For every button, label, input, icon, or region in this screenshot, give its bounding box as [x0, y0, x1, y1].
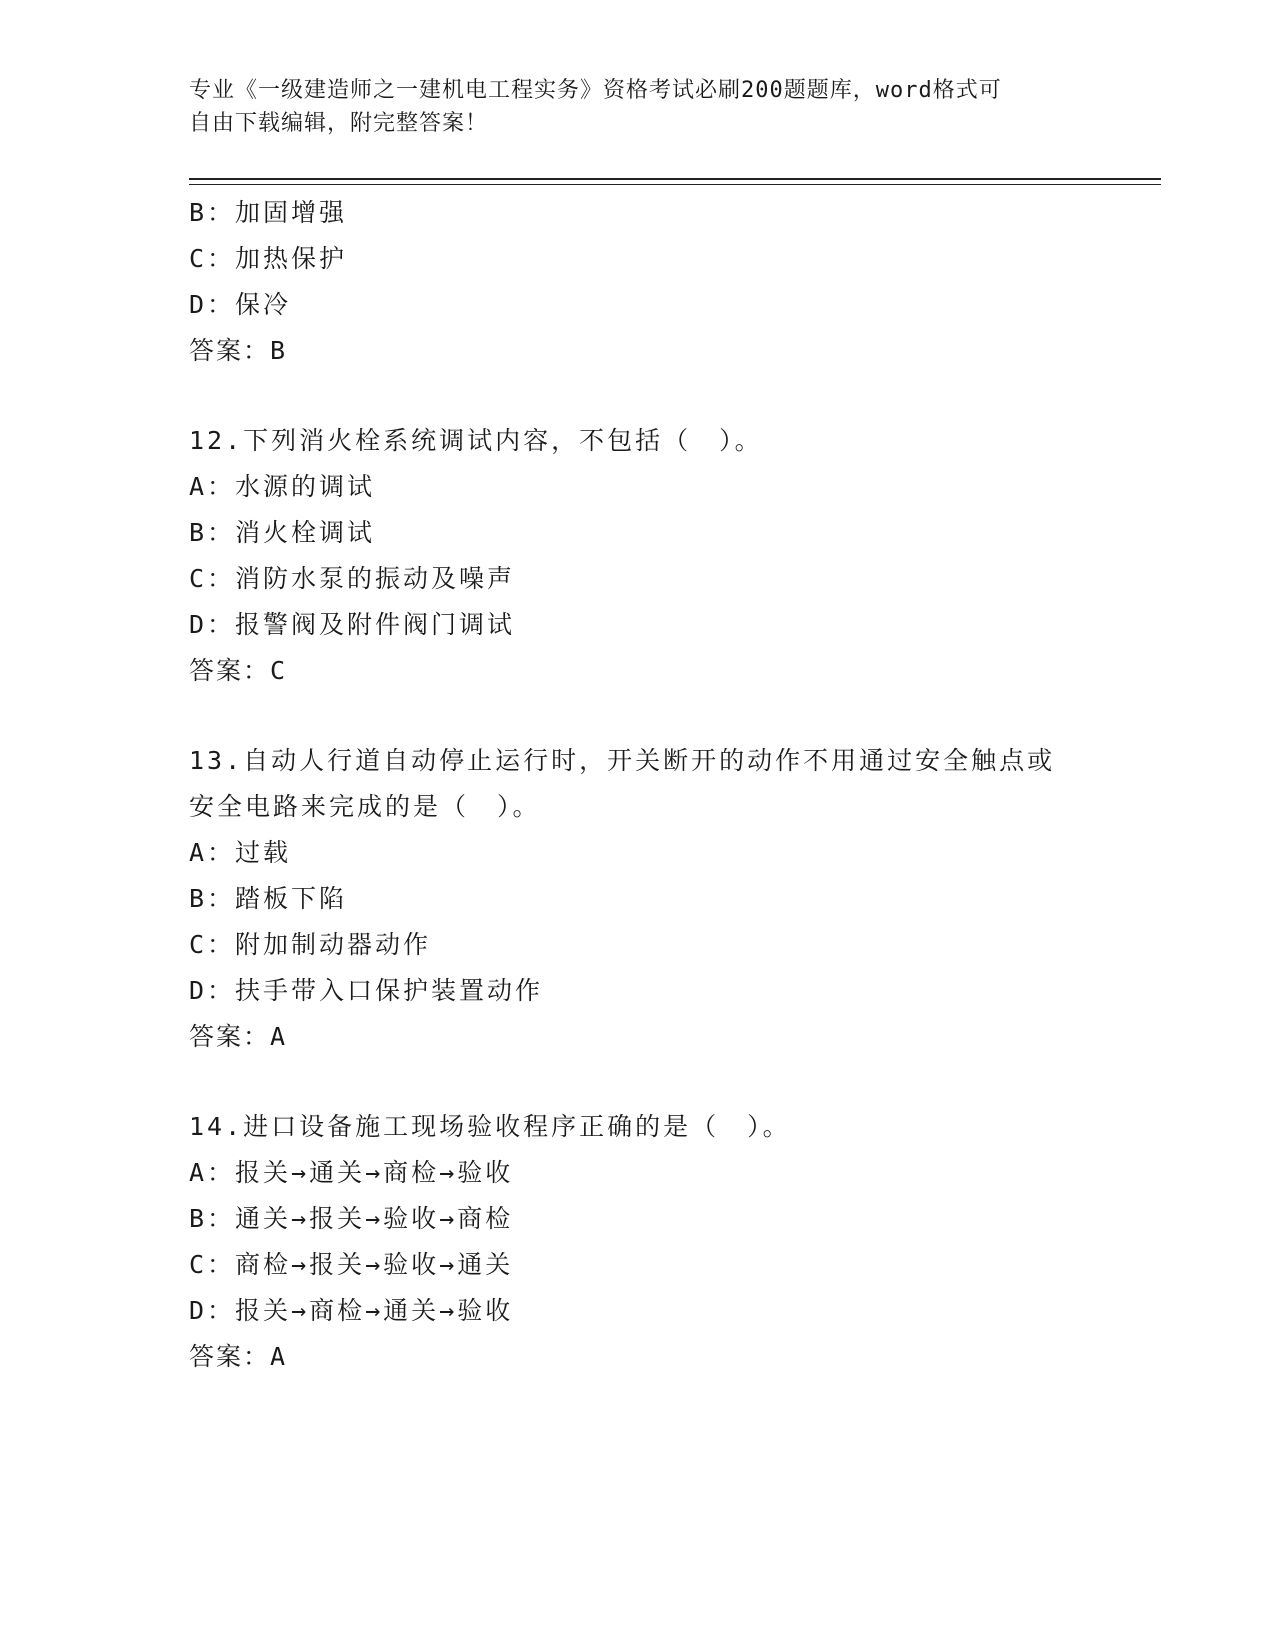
q14-answer: 答案：A [189, 1342, 288, 1371]
spacer [189, 374, 1149, 418]
q13-option-c: C：附加制动器动作 [189, 930, 432, 959]
q12-question: 12.下列消火栓系统调试内容，不包括（ ）。 [189, 426, 763, 455]
header-line-1: 专业《一级建造师之一建机电工程实务》资格考试必刷200题题库，word格式可 [189, 78, 1002, 103]
q11-answer: 答案：B [189, 336, 288, 365]
question-11-continued [189, 190, 1149, 374]
q13-option-d: D：扶手带入口保护装置动作 [189, 976, 544, 1005]
q12-answer: 答案：C [189, 656, 288, 685]
spacer [189, 694, 1149, 738]
question-13 [189, 738, 1149, 1060]
question-list [189, 190, 1149, 1380]
q12-option-a: A：水源的调试 [189, 472, 376, 501]
document-header [189, 74, 1089, 140]
header-rule-thin [189, 184, 1161, 185]
q13-option-b: B：踏板下陷 [189, 884, 348, 913]
question-12 [189, 418, 1149, 694]
q14-option-c: C：商检→报关→验收→通关 [189, 1250, 514, 1279]
q11-option-c: C：加热保护 [189, 244, 348, 273]
q11-option-b: B：加固增强 [189, 198, 348, 227]
q12-option-b: B：消火栓调试 [189, 518, 376, 547]
q12-option-d: D：报警阀及附件阀门调试 [189, 610, 516, 639]
spacer [189, 1060, 1149, 1104]
q14-option-a: A：报关→通关→商检→验收 [189, 1158, 514, 1187]
header-line-2: 自由下载编辑，附完整答案！ [189, 111, 489, 136]
q13-option-a: A：过载 [189, 838, 292, 867]
q11-option-d: D：保冷 [189, 290, 292, 319]
q14-question: 14.进口设备施工现场验收程序正确的是（ ）。 [189, 1112, 791, 1141]
q13-answer: 答案：A [189, 1022, 288, 1051]
q13-question-line-2: 安全电路来完成的是（ ）。 [189, 792, 541, 821]
q14-option-b: B：通关→报关→验收→商检 [189, 1204, 514, 1233]
q13-question-line-1: 13.自动人行道自动停止运行时，开关断开的动作不用通过安全触点或 [189, 746, 1056, 775]
question-14 [189, 1104, 1149, 1380]
q14-option-d: D：报关→商检→通关→验收 [189, 1296, 514, 1325]
header-rule-thick [189, 178, 1161, 180]
q12-option-c: C：消防水泵的振动及噪声 [189, 564, 516, 593]
